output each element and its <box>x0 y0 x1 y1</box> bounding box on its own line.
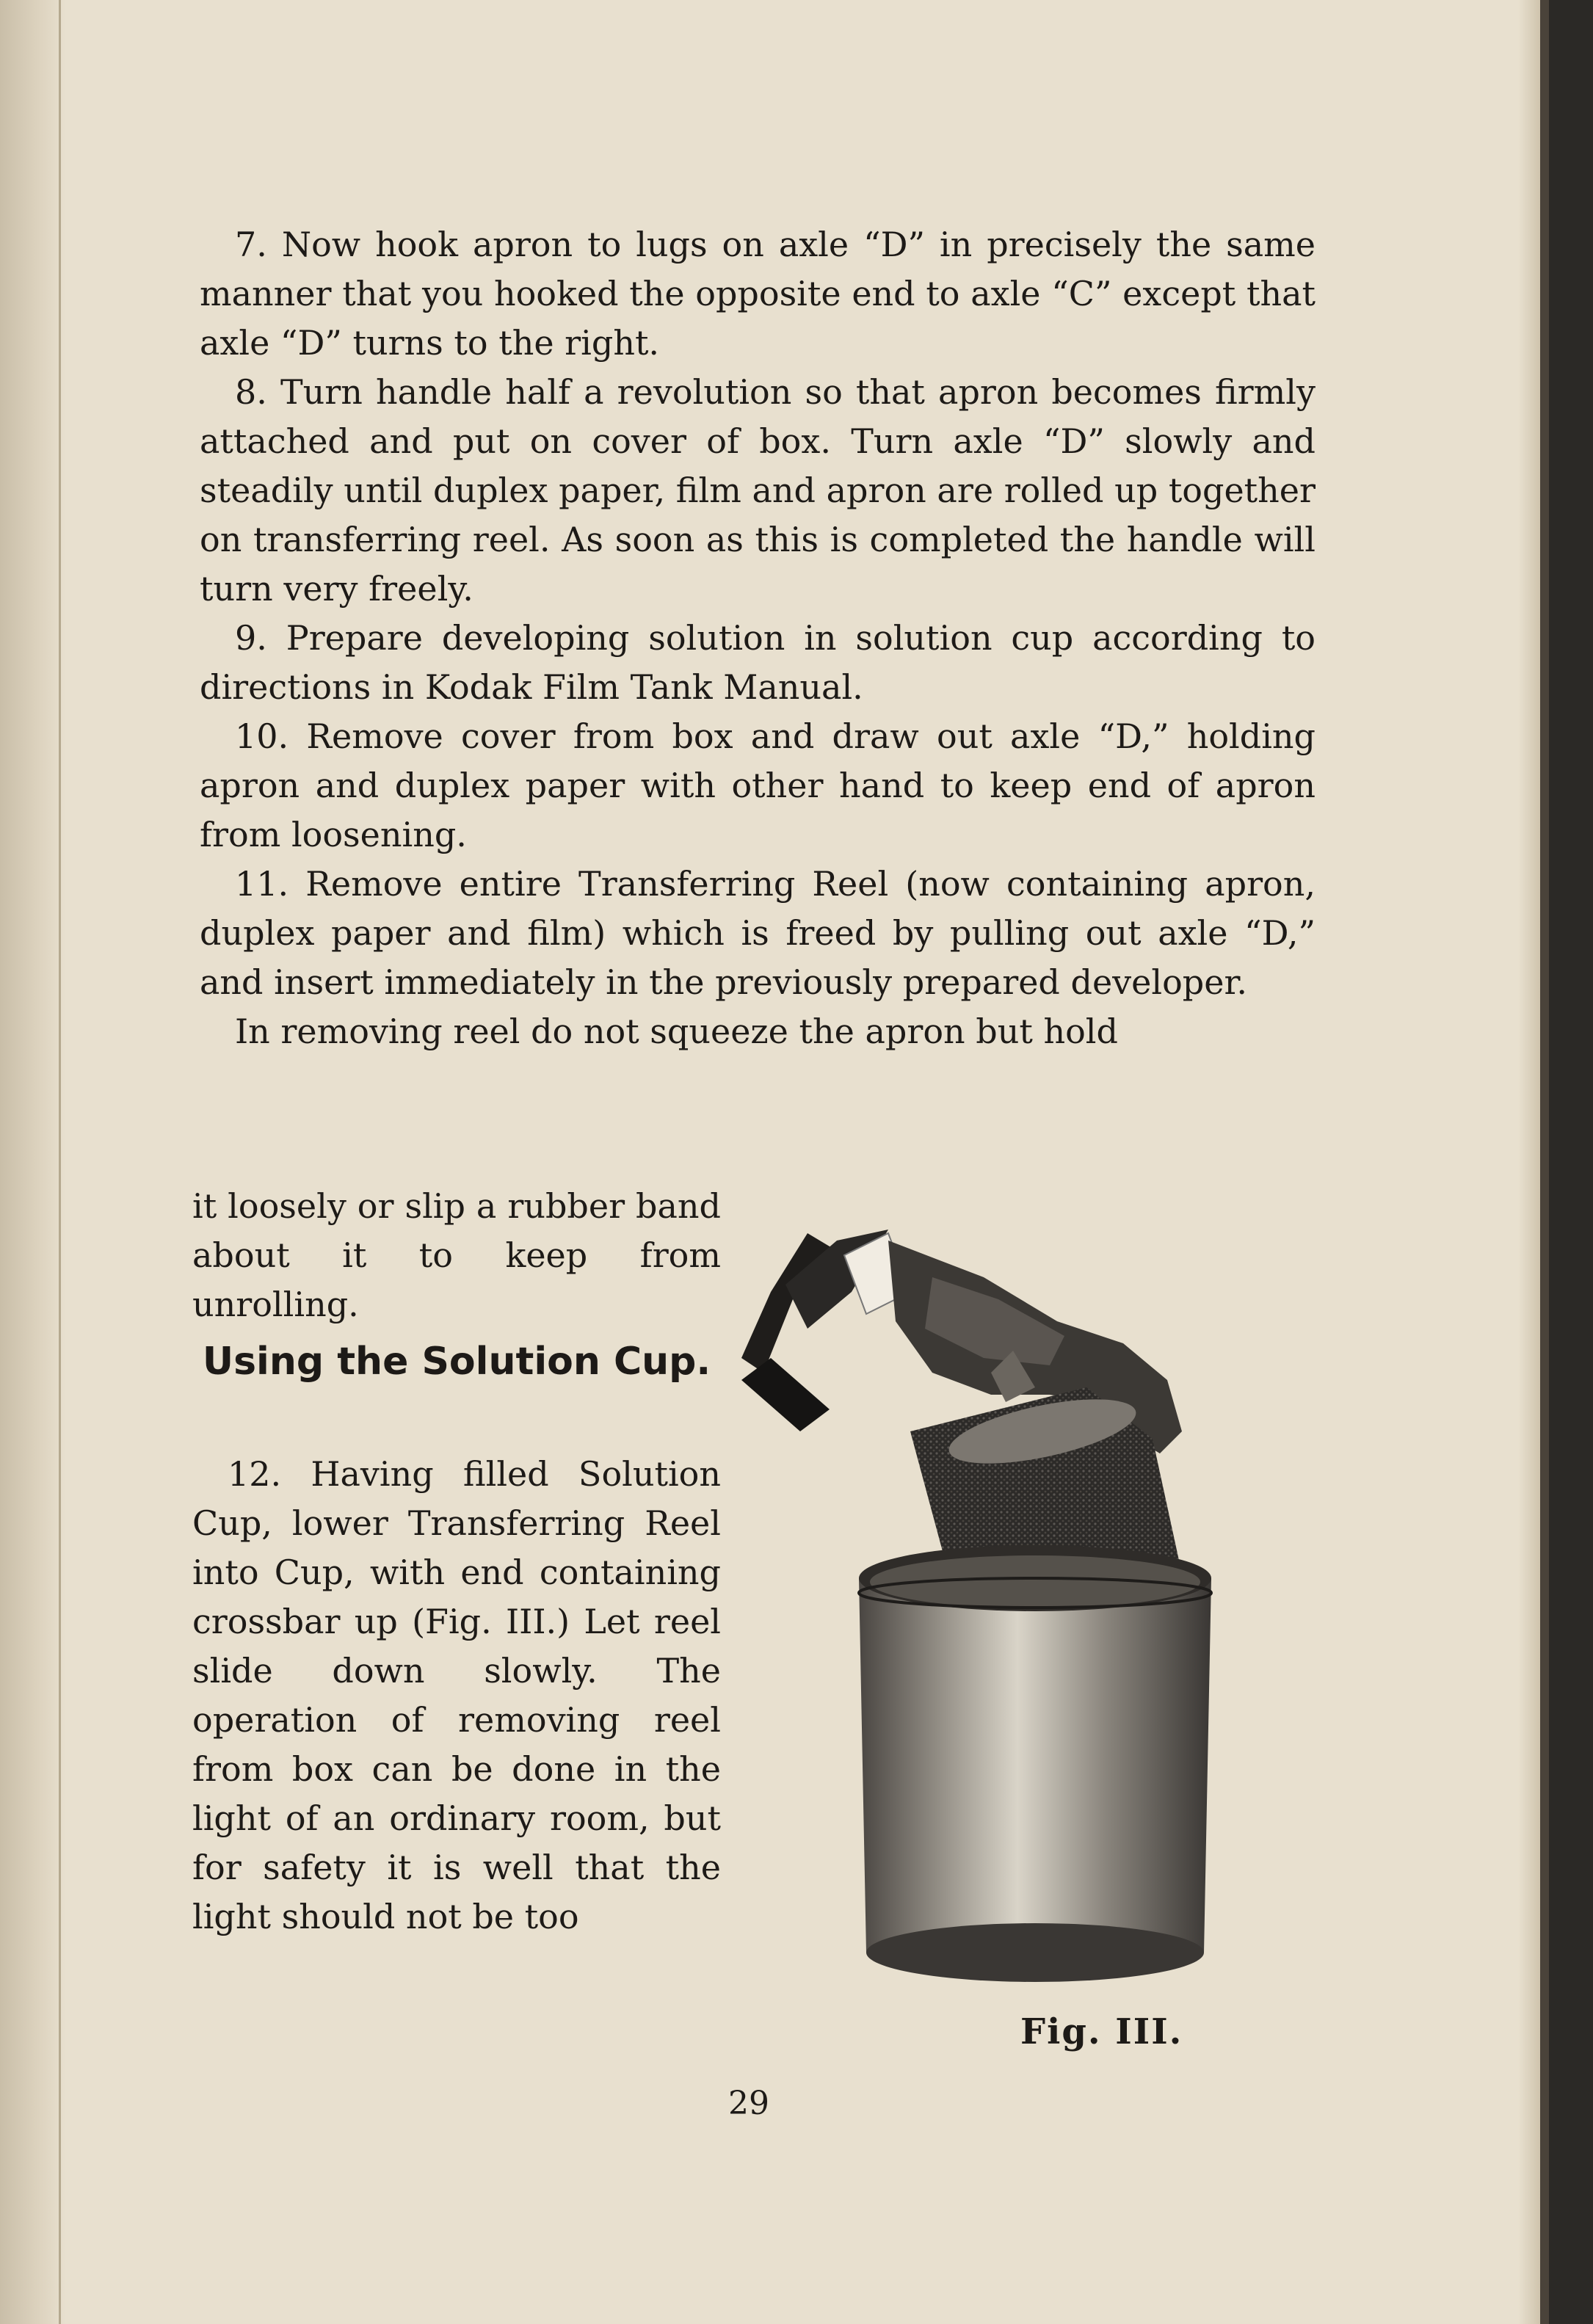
section-heading: Using the Solution Cup. <box>202 1340 711 1384</box>
binding-line <box>59 0 61 2324</box>
paragraph-12: 12. Having filled Solution Cup, lower Transferring Reel into Cup, with end containing crossbar up (Fig. III.) Let reel slide down slowly. The operation of removing reel from box can be done in the light of an ordinary room, but for safety it is well that the light should not be too <box>192 1454 721 1936</box>
paragraph-7: 7. Now hook apron to lugs on axle “D” in precisely the same manner that you hooked the opposite end to axle “C” except that axle “D” turns to the right. <box>200 225 1316 363</box>
paragraph-9: 9. Prepare developing solution in solution cup according to directions in Kodak Film Tank Manual. <box>200 618 1316 707</box>
page-number: 29 <box>728 2085 769 2122</box>
paragraph-10: 10. Remove cover from box and draw out axle “D,” holding apron and duplex paper with other hand to keep end of apron from loosening. <box>200 716 1316 854</box>
page-gutter <box>0 0 66 2324</box>
figure-caption: Fig. III. <box>1020 2011 1183 2052</box>
main-text <box>200 220 1316 1056</box>
paragraph-removing: In removing reel do not squeeze the apron but hold <box>235 1012 1118 1051</box>
page-edge-shadow <box>1518 0 1540 2324</box>
paragraph-8: 8. Turn handle half a revolution so that apron becomes firmly attached and put on cover of box. Turn axle “D” slowly and steadily until duplex paper, film and apron are rolled up together on transferring reel. As soon as this is completed the handle will turn very freely. <box>200 372 1316 609</box>
paragraph-11: 11. Remove entire Transferring Reel (now containing apron, duplex paper and film) which is freed by pulling out axle “D,” and insert immediately in the previously prepared developer. <box>200 864 1316 1002</box>
left-column-text-12 <box>192 1450 721 1942</box>
figure-hand-solution-cup <box>741 1211 1329 1989</box>
cup-shape <box>859 1578 1211 1953</box>
left-column-text <box>192 1182 721 1329</box>
paragraph-removing-continued: it loosely or slip a rubber band about it to keep from unrolling. <box>192 1186 721 1324</box>
